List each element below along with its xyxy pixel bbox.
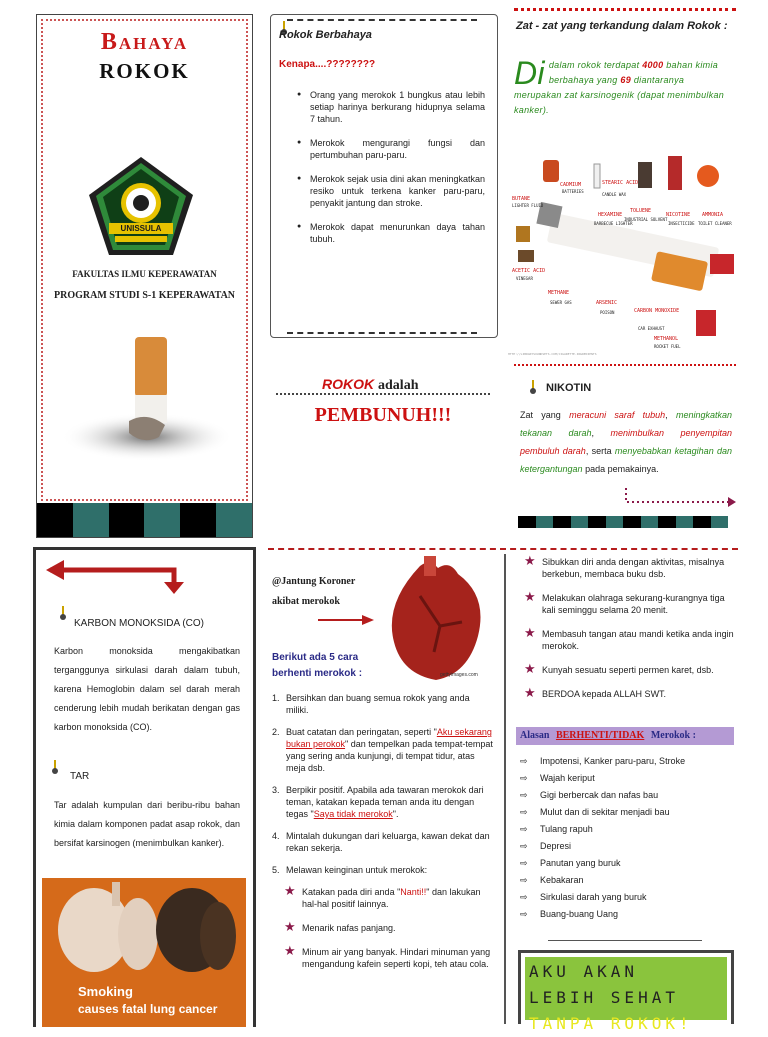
step-text: ". xyxy=(392,809,399,819)
checker-strip-small xyxy=(518,516,728,528)
reason-text: Sirkulasi darah yang buruk xyxy=(540,892,647,902)
co-title: KARBON MONOKSIDA (CO) xyxy=(74,618,205,629)
dashed-rule-top xyxy=(287,19,477,21)
university-logo xyxy=(87,155,195,257)
substep-item xyxy=(284,919,494,934)
step-quote: Aku sekarang bukan perokok xyxy=(286,727,492,749)
dotted-arrow xyxy=(624,488,736,515)
lung-cancer-image xyxy=(42,878,246,1027)
diagram-label-cadmium: CADMIUM xyxy=(560,182,582,188)
panel-why xyxy=(270,14,498,338)
pledge-box xyxy=(518,950,734,1033)
step-number: 3. xyxy=(272,785,280,795)
why-bullet: ● Merokok dapat menurunkan daya tahan tubuh. xyxy=(310,221,485,245)
reasons-header-a: Alasan xyxy=(520,730,550,741)
diagram-label-industrial-solvent: INDUSTRIAL SOLVENT xyxy=(624,217,668,222)
reason-item xyxy=(520,892,734,903)
reason-item xyxy=(520,773,734,784)
nikotin-text-part: Zat yang xyxy=(520,410,561,420)
nikotin-text xyxy=(520,406,732,478)
tip-text: Sibukkan diri anda dengan aktivitas, misalnya berkebun, membaca buku dsb. xyxy=(542,557,725,579)
tip-text: Kunyah sesuatu seperti permen karet, dsb. xyxy=(542,665,714,675)
arrow-icon: ⇨ xyxy=(520,756,528,766)
reasons-list xyxy=(520,756,734,926)
cover-title-rokok: ROKOK xyxy=(99,59,190,83)
dotted-top-rule xyxy=(514,8,736,11)
tip-item xyxy=(524,661,736,676)
substances-title: Zat - zat yang terkandung dalam Rokok : xyxy=(516,20,728,32)
substep-item xyxy=(284,943,494,970)
intro-number-69: 69 xyxy=(620,75,632,85)
arrow-icon: ⇨ xyxy=(520,824,528,834)
arrow-icon: ⇨ xyxy=(520,909,528,919)
substances-intro xyxy=(514,55,734,118)
diagram-label-candle-wax: CANDLE WAX xyxy=(602,192,627,197)
star-icon: ★ xyxy=(524,589,536,604)
step-text: Melawan keinginan untuk merokok: xyxy=(286,865,428,875)
arrow-icon: ⇨ xyxy=(520,807,528,817)
diagram-label-methane: METHANE xyxy=(548,290,570,296)
tip-item xyxy=(524,625,736,652)
slogan-adalah: adalah xyxy=(378,378,419,393)
substep-text: Menarik nafas panjang. xyxy=(302,923,396,933)
step-text: Bersihkan dan buang semua rokok yang anda miliki. xyxy=(286,693,470,715)
reason-text: Wajah keriput xyxy=(540,773,595,783)
nikotin-dotted-rule xyxy=(514,364,736,366)
nikotin-text-part: , serta xyxy=(585,446,612,456)
step-number: 1. xyxy=(272,693,280,703)
reasons-header-c: Merokok : xyxy=(650,730,696,741)
tip-text: BERDOA kepada ALLAH SWT. xyxy=(542,689,667,699)
step-item xyxy=(272,784,494,820)
reason-text: Buang-buang Uang xyxy=(540,909,619,919)
reason-item xyxy=(520,756,734,767)
step-item xyxy=(272,864,494,876)
reasons-header xyxy=(516,727,734,745)
reason-text: Impotensi, Kanker paru-paru, Stroke xyxy=(540,756,686,766)
reason-item xyxy=(520,909,734,920)
tips-list xyxy=(524,553,736,712)
tip-item xyxy=(524,553,736,580)
nikotin-text-part: , xyxy=(591,428,595,438)
reason-text: Tulang rapuh xyxy=(540,824,593,834)
drop-cap-di: Di xyxy=(514,55,545,91)
star-icon: ★ xyxy=(524,661,536,676)
diagram-label-stearic-acid: STEARIC ACID xyxy=(602,180,639,186)
star-icon: ★ xyxy=(284,919,296,934)
pledge-line-1: AKU AKAN xyxy=(529,962,639,981)
step-text: Buat catatan dan peringatan, seperti " xyxy=(286,727,437,737)
panel-cover xyxy=(36,14,253,538)
star-icon: ★ xyxy=(524,553,536,568)
pledge-line-2: LEBIH SEHAT xyxy=(529,988,679,1007)
faculty-name: FAKULTAS ILMU KEPERAWATAN xyxy=(72,269,217,279)
reason-item xyxy=(520,858,734,869)
tip-text: Membasuh tangan atau mandi ketika anda ingin merokok. xyxy=(542,629,734,651)
diagram-label-ammonia: AMMONIA xyxy=(702,212,724,218)
star-icon: ★ xyxy=(524,625,536,640)
lung-caption-cancer: causes fatal lung cancer xyxy=(78,1002,218,1016)
tip-text: Melakukan olahraga sekurang-kurangnya tiga kali seminggu selama 20 menit. xyxy=(542,593,725,615)
program-name: PROGRAM STUDI S-1 KEPERAWATAN xyxy=(53,290,236,301)
step-number: 5. xyxy=(272,865,280,875)
diagram-label-poison: POISON xyxy=(600,310,615,315)
intro-number-4000: 4000 xyxy=(642,60,664,70)
why-heading: Rokok Berbahaya xyxy=(279,29,372,41)
arrow-icon: ⇨ xyxy=(520,790,528,800)
diagram-label-toilet-cleaner: TOILET CLEANER xyxy=(698,221,732,226)
co-text: Karbon monoksida mengakibatkan terganggunya sirkulasi darah dalam tubuh, karena Hemoglobin dalam sel darah merah cenderung lebih mudah berikatan dengan gas karbon monoksida (CO). xyxy=(54,646,240,732)
slogan-dotted-line xyxy=(276,393,490,395)
pin-icon xyxy=(50,760,60,779)
substep-item xyxy=(284,883,494,910)
step-text: " dan tempelkan pada tempat-tempat yang sering anda kunjungi, di tempat tidur, atas meja dsb. xyxy=(286,739,493,773)
lung-caption-smoking: Smoking xyxy=(78,984,133,999)
cover-title-bahaya: Bahaya xyxy=(100,29,189,55)
steps-list xyxy=(272,692,494,982)
arrow-icon: ⇨ xyxy=(520,858,528,868)
heart-caption xyxy=(272,572,376,612)
steps-title: Berikut ada 5 cara berhenti merokok : xyxy=(272,652,363,679)
reason-text: Mulut dan di sekitar menjadi bau xyxy=(540,807,670,817)
star-icon: ★ xyxy=(284,883,296,898)
ingredients-diagram xyxy=(508,150,740,360)
intro-text: bahan kimia berbahaya yang xyxy=(548,60,719,85)
arrow-icon: ⇨ xyxy=(520,875,528,885)
logo-name: UNISSULA xyxy=(120,224,162,233)
diagram-label-vinegar: VINEGAR xyxy=(516,276,533,281)
step-number: 4. xyxy=(272,831,280,841)
heart-image xyxy=(380,556,494,684)
nikotin-title: NIKOTIN xyxy=(546,382,592,394)
reason-item xyxy=(520,807,734,818)
intro-text: dalam rokok terdapat xyxy=(548,60,640,70)
nikotin-text-part: pada pemakainya. xyxy=(585,464,659,474)
step-item xyxy=(272,692,494,716)
reason-text: Depresi xyxy=(540,841,572,851)
tip-item xyxy=(524,685,736,700)
reason-item xyxy=(520,875,734,886)
diagram-label-toluene: TOLUENE xyxy=(630,208,652,214)
slogan-pembunuh: PEMBUNUH!!! xyxy=(314,404,452,426)
diagram-label-sewer-gas: SEWER GAS xyxy=(550,300,572,305)
tar-title: TAR xyxy=(70,771,90,782)
why-bullets xyxy=(294,89,485,257)
substep-text: Katakan pada diri anda " xyxy=(302,887,401,897)
diagram-label-methanol: METHANOL xyxy=(654,336,679,342)
diagram-label-nicotine: NICOTINE xyxy=(666,212,691,218)
diagram-label-butane: BUTANE xyxy=(512,196,531,202)
why-bullet: ● Merokok sejak usia dini akan meningkatkan resiko untuk terkena kanker paru-paru, penyakit jantung dan stroke. xyxy=(310,173,485,209)
cigarette-butt-image xyxy=(55,333,235,463)
diagram-label-batteries: BATTERIES xyxy=(562,189,584,194)
substep-quote: Nanti!! xyxy=(400,887,427,897)
reason-text: Panutan yang buruk xyxy=(540,858,621,868)
arrow-icon: ⇨ xyxy=(520,773,528,783)
nikotin-text-part: , xyxy=(665,410,668,420)
pin-icon xyxy=(528,380,538,399)
panel-stop xyxy=(268,554,506,1024)
pledge-line-3: TANPA ROKOK! xyxy=(529,1014,693,1033)
diagram-label-acetic-acid: ACETIC ACID xyxy=(512,268,546,274)
step-text: Mintalah dukungan dari keluarga, kawan dekat dan rekan sekerja. xyxy=(286,831,490,853)
why-bullet: ● Orang yang merokok 1 bungkus atau lebih setiap harinya berkurang hidupnya selama 7 tahun. xyxy=(310,89,485,125)
divider-line xyxy=(548,940,702,941)
step-item xyxy=(272,726,494,774)
reason-item xyxy=(520,824,734,835)
tar-text: Tar adalah kumpulan dari beribu-ribu bahan kimia dalam komponen padat asap rokok, dan bersifat karsinogen (menimbulkan kanker). xyxy=(54,800,240,848)
red-arrow-icon xyxy=(46,554,196,599)
diagram-label-barbecue-lighter: BARBECUE LIGHTER xyxy=(594,221,633,226)
diagram-label-hexamine: HEXAMINE xyxy=(598,212,623,218)
diagram-label-carbon-monoxide: CARBON MONOXIDE xyxy=(634,308,680,314)
slogan-rokok: ROKOK xyxy=(322,376,375,392)
arrow-icon: ⇨ xyxy=(520,892,528,902)
star-icon: ★ xyxy=(524,685,536,700)
why-bullet: ● Merokok mengurangi fungsi dan pertumbuhan paru-paru. xyxy=(310,137,485,161)
checker-strip xyxy=(37,503,252,537)
pledge-inner xyxy=(525,957,727,1033)
reason-text: Kebakaran xyxy=(540,875,584,885)
heart-credit: gettyimages.com xyxy=(440,672,478,678)
diagram-label-arsenic: ARSENIC xyxy=(596,300,618,306)
reason-text: Gigi berbercak dan nafas bau xyxy=(540,790,659,800)
substep-text: " dan lakukan hal-hal positif lainnya. xyxy=(302,887,481,909)
nikotin-highlight: meracuni saraf tubuh xyxy=(569,410,666,420)
step-text: Berpikir positif. Apabila ada tawaran merokok dari teman, katakan kepada teman anda itu dengan tegas " xyxy=(286,785,484,819)
step-item xyxy=(272,830,494,854)
reasons-header-b: BERHENTI/TIDAK xyxy=(555,730,645,741)
panel-co-tar xyxy=(33,547,256,1027)
nikotin-highlight: menyebabkan ketagihan dan ketergantungan xyxy=(520,446,732,474)
slogan-line xyxy=(322,376,418,394)
diagram-label-rocket-fuel: ROCKET FUEL xyxy=(654,344,681,349)
nikotin-highlight: meningkatkan tekanan darah xyxy=(520,410,732,438)
diagram-label-insecticide: INSECTICIDE xyxy=(668,221,695,226)
red-arrow-small xyxy=(318,614,374,633)
diagram-source: HTTP://LIBRARYSOUNDSETS.COM/CIGARETTE-INGREDIENTS xyxy=(508,352,597,356)
intro-text: diantaranya merupakan zat karsinogenik (dapat menimbulkan kanker). xyxy=(514,75,725,115)
substep-text: Minum air yang banyak. Hindari minuman yang mengandung kafein seperti kopi, teh atau cola. xyxy=(302,947,491,969)
tip-item xyxy=(524,589,736,616)
star-icon: ★ xyxy=(284,943,296,958)
pin-icon xyxy=(58,606,68,625)
arrow-icon: ⇨ xyxy=(520,841,528,851)
diagram-label-car-exhaust: CAR EXHAUST xyxy=(638,326,665,331)
diagram-label-lighter-fluid: LIGHTER FLUID xyxy=(512,203,544,208)
reason-item xyxy=(520,841,734,852)
heart-caption-text: @Jantung Koroner akibat merokok xyxy=(272,576,356,607)
step-quote: Saya tidak merokok xyxy=(313,809,393,819)
dash-dot-rule xyxy=(268,548,738,550)
step-number: 2. xyxy=(272,727,280,737)
nikotin-highlight: menimbulkan penyempitan pembuluh darah xyxy=(520,428,732,456)
reason-item xyxy=(520,790,734,801)
dashed-rule-bottom xyxy=(287,332,477,334)
why-question: Kenapa....???????? xyxy=(279,59,376,70)
